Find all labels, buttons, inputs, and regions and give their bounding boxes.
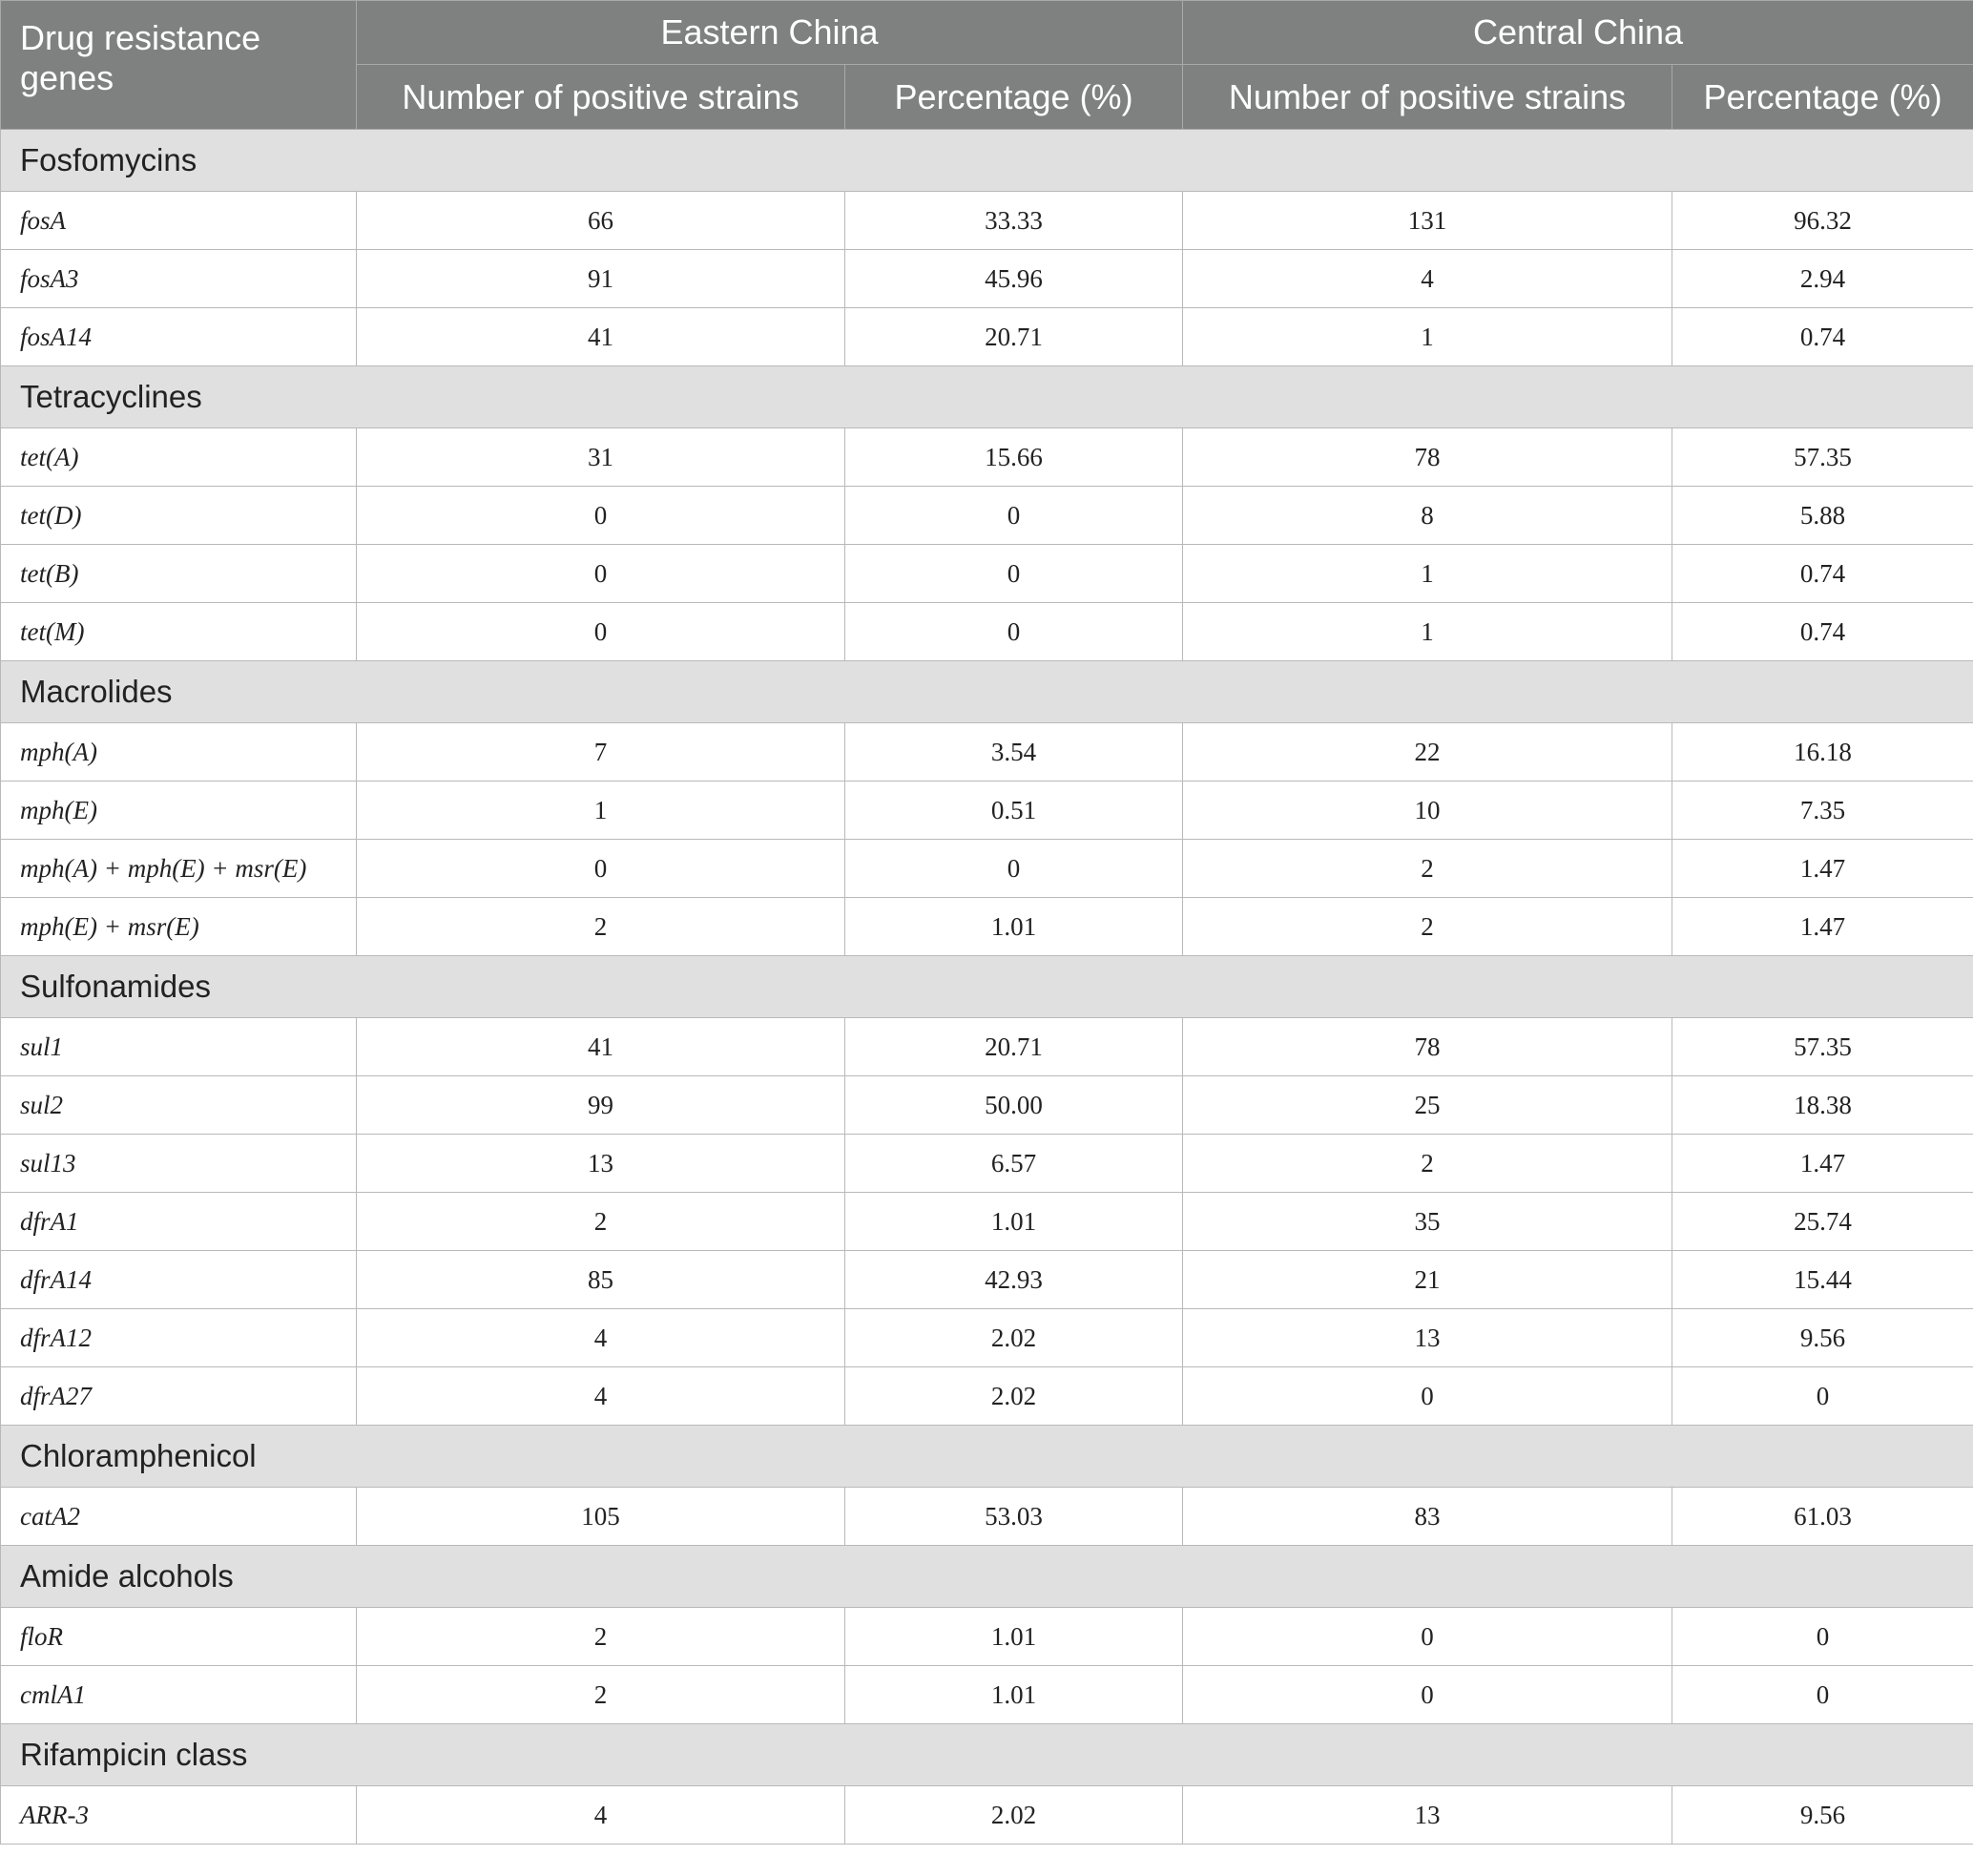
eastern-positive-strains-cell: 0 — [357, 840, 845, 898]
central-positive-strains-cell: 13 — [1183, 1786, 1672, 1845]
section-row — [1, 1724, 1973, 1786]
gene-name-cell: fosA — [1, 192, 357, 250]
header-central-percentage: Percentage (%) — [1672, 65, 1973, 130]
table-body — [1, 130, 1973, 1845]
eastern-percentage-cell: 0 — [845, 545, 1183, 603]
central-positive-strains-cell: 2 — [1183, 840, 1672, 898]
eastern-percentage-cell: 20.71 — [845, 1018, 1183, 1076]
central-percentage-cell: 61.03 — [1672, 1488, 1973, 1546]
eastern-percentage-cell: 6.57 — [845, 1135, 1183, 1193]
central-positive-strains-cell: 13 — [1183, 1309, 1672, 1367]
eastern-positive-strains-cell: 0 — [357, 487, 845, 545]
eastern-positive-strains-cell: 4 — [357, 1786, 845, 1845]
eastern-percentage-cell: 50.00 — [845, 1076, 1183, 1135]
eastern-percentage-cell: 0 — [845, 840, 1183, 898]
central-percentage-cell: 0.74 — [1672, 603, 1973, 661]
central-positive-strains-cell: 78 — [1183, 1018, 1672, 1076]
gene-name-cell: mph(E) + msr(E) — [1, 898, 357, 956]
section-title: Rifampicin class — [1, 1724, 1973, 1786]
section-title: Macrolides — [1, 661, 1973, 723]
table-row — [1, 840, 1973, 898]
eastern-percentage-cell: 3.54 — [845, 723, 1183, 782]
table-row — [1, 1193, 1973, 1251]
section-title: Sulfonamides — [1, 956, 1973, 1018]
table-row — [1, 898, 1973, 956]
central-positive-strains-cell: 21 — [1183, 1251, 1672, 1309]
eastern-percentage-cell: 53.03 — [845, 1488, 1183, 1546]
section-row — [1, 366, 1973, 428]
gene-name-cell: mph(A) + mph(E) + msr(E) — [1, 840, 357, 898]
eastern-positive-strains-cell: 2 — [357, 1193, 845, 1251]
central-percentage-cell: 0.74 — [1672, 308, 1973, 366]
table-row — [1, 1076, 1973, 1135]
header-eastern-percentage: Percentage (%) — [845, 65, 1183, 130]
central-percentage-cell: 16.18 — [1672, 723, 1973, 782]
central-percentage-cell: 25.74 — [1672, 1193, 1973, 1251]
central-positive-strains-cell: 35 — [1183, 1193, 1672, 1251]
eastern-percentage-cell: 1.01 — [845, 1193, 1183, 1251]
section-title: Fosfomycins — [1, 130, 1973, 192]
central-percentage-cell: 9.56 — [1672, 1786, 1973, 1845]
eastern-positive-strains-cell: 85 — [357, 1251, 845, 1309]
eastern-percentage-cell: 1.01 — [845, 898, 1183, 956]
gene-name-cell: sul13 — [1, 1135, 357, 1193]
eastern-percentage-cell: 0.51 — [845, 782, 1183, 840]
central-percentage-cell: 7.35 — [1672, 782, 1973, 840]
gene-name-cell: tet(A) — [1, 428, 357, 487]
section-row — [1, 956, 1973, 1018]
eastern-positive-strains-cell: 31 — [357, 428, 845, 487]
central-percentage-cell: 57.35 — [1672, 1018, 1973, 1076]
eastern-percentage-cell: 20.71 — [845, 308, 1183, 366]
gene-name-cell: dfrA27 — [1, 1367, 357, 1426]
eastern-percentage-cell: 0 — [845, 487, 1183, 545]
section-row — [1, 1546, 1973, 1608]
header-central-positive-strains: Number of positive strains — [1183, 65, 1672, 130]
eastern-positive-strains-cell: 2 — [357, 898, 845, 956]
table-row — [1, 308, 1973, 366]
header-eastern-positive-strains: Number of positive strains — [357, 65, 845, 130]
central-positive-strains-cell: 0 — [1183, 1367, 1672, 1426]
central-positive-strains-cell: 25 — [1183, 1076, 1672, 1135]
gene-name-cell: ARR-3 — [1, 1786, 357, 1845]
table-row — [1, 545, 1973, 603]
eastern-positive-strains-cell: 7 — [357, 723, 845, 782]
eastern-positive-strains-cell: 66 — [357, 192, 845, 250]
central-percentage-cell: 1.47 — [1672, 1135, 1973, 1193]
central-percentage-cell: 9.56 — [1672, 1309, 1973, 1367]
central-positive-strains-cell: 78 — [1183, 428, 1672, 487]
central-positive-strains-cell: 22 — [1183, 723, 1672, 782]
central-percentage-cell: 0 — [1672, 1666, 1973, 1724]
eastern-positive-strains-cell: 0 — [357, 545, 845, 603]
table-row — [1, 603, 1973, 661]
central-positive-strains-cell: 83 — [1183, 1488, 1672, 1546]
gene-name-cell: dfrA12 — [1, 1309, 357, 1367]
section-title: Tetracyclines — [1, 366, 1973, 428]
eastern-percentage-cell: 2.02 — [845, 1367, 1183, 1426]
central-positive-strains-cell: 4 — [1183, 250, 1672, 308]
central-positive-strains-cell: 1 — [1183, 545, 1672, 603]
central-percentage-cell: 0.74 — [1672, 545, 1973, 603]
table-row — [1, 487, 1973, 545]
gene-name-cell: dfrA1 — [1, 1193, 357, 1251]
table-row — [1, 1309, 1973, 1367]
table-row — [1, 428, 1973, 487]
section-row — [1, 661, 1973, 723]
gene-name-cell: sul1 — [1, 1018, 357, 1076]
eastern-positive-strains-cell: 91 — [357, 250, 845, 308]
central-positive-strains-cell: 0 — [1183, 1666, 1672, 1724]
eastern-positive-strains-cell: 4 — [357, 1367, 845, 1426]
eastern-percentage-cell: 1.01 — [845, 1608, 1183, 1666]
gene-name-cell: tet(B) — [1, 545, 357, 603]
section-title: Chloramphenicol — [1, 1426, 1973, 1488]
central-percentage-cell: 96.32 — [1672, 192, 1973, 250]
table-row — [1, 1488, 1973, 1546]
central-positive-strains-cell: 0 — [1183, 1608, 1672, 1666]
gene-name-cell: tet(D) — [1, 487, 357, 545]
table-header — [1, 1, 1973, 130]
eastern-positive-strains-cell: 1 — [357, 782, 845, 840]
central-percentage-cell: 0 — [1672, 1367, 1973, 1426]
central-positive-strains-cell: 2 — [1183, 1135, 1672, 1193]
eastern-percentage-cell: 1.01 — [845, 1666, 1183, 1724]
central-percentage-cell: 18.38 — [1672, 1076, 1973, 1135]
table-row — [1, 1666, 1973, 1724]
central-positive-strains-cell: 8 — [1183, 487, 1672, 545]
eastern-percentage-cell: 42.93 — [845, 1251, 1183, 1309]
gene-name-cell: mph(E) — [1, 782, 357, 840]
eastern-positive-strains-cell: 41 — [357, 308, 845, 366]
central-positive-strains-cell: 2 — [1183, 898, 1672, 956]
central-percentage-cell: 2.94 — [1672, 250, 1973, 308]
gene-name-cell: tet(M) — [1, 603, 357, 661]
section-row — [1, 1426, 1973, 1488]
table-row — [1, 782, 1973, 840]
eastern-positive-strains-cell: 41 — [357, 1018, 845, 1076]
gene-name-cell: mph(A) — [1, 723, 357, 782]
central-percentage-cell: 57.35 — [1672, 428, 1973, 487]
table-row — [1, 1367, 1973, 1426]
central-positive-strains-cell: 10 — [1183, 782, 1672, 840]
header-drug-resistance-genes: Drug resistance genes — [1, 1, 357, 130]
central-percentage-cell: 15.44 — [1672, 1251, 1973, 1309]
eastern-percentage-cell: 15.66 — [845, 428, 1183, 487]
table-row — [1, 1608, 1973, 1666]
eastern-positive-strains-cell: 0 — [357, 603, 845, 661]
table-row — [1, 1251, 1973, 1309]
table-row — [1, 250, 1973, 308]
gene-name-cell: fosA14 — [1, 308, 357, 366]
eastern-positive-strains-cell: 2 — [357, 1666, 845, 1724]
central-percentage-cell: 0 — [1672, 1608, 1973, 1666]
gene-name-cell: sul2 — [1, 1076, 357, 1135]
eastern-percentage-cell: 33.33 — [845, 192, 1183, 250]
table-row — [1, 1135, 1973, 1193]
table-row — [1, 1786, 1973, 1845]
eastern-positive-strains-cell: 99 — [357, 1076, 845, 1135]
eastern-percentage-cell: 2.02 — [845, 1309, 1183, 1367]
section-row — [1, 130, 1973, 192]
central-percentage-cell: 1.47 — [1672, 840, 1973, 898]
table-row — [1, 192, 1973, 250]
central-positive-strains-cell: 131 — [1183, 192, 1672, 250]
table-row — [1, 1018, 1973, 1076]
eastern-percentage-cell: 45.96 — [845, 250, 1183, 308]
eastern-positive-strains-cell: 105 — [357, 1488, 845, 1546]
central-positive-strains-cell: 1 — [1183, 308, 1672, 366]
central-positive-strains-cell: 1 — [1183, 603, 1672, 661]
gene-name-cell: floR — [1, 1608, 357, 1666]
gene-name-cell: dfrA14 — [1, 1251, 357, 1309]
section-title: Amide alcohols — [1, 1546, 1973, 1608]
gene-name-cell: catA2 — [1, 1488, 357, 1546]
header-eastern-china: Eastern China — [357, 1, 1183, 65]
eastern-positive-strains-cell: 2 — [357, 1608, 845, 1666]
eastern-positive-strains-cell: 4 — [357, 1309, 845, 1367]
eastern-percentage-cell: 0 — [845, 603, 1183, 661]
eastern-positive-strains-cell: 13 — [357, 1135, 845, 1193]
header-central-china: Central China — [1183, 1, 1973, 65]
central-percentage-cell: 1.47 — [1672, 898, 1973, 956]
central-percentage-cell: 5.88 — [1672, 487, 1973, 545]
gene-name-cell: fosA3 — [1, 250, 357, 308]
table-row — [1, 723, 1973, 782]
eastern-percentage-cell: 2.02 — [845, 1786, 1183, 1845]
gene-name-cell: cmlA1 — [1, 1666, 357, 1724]
